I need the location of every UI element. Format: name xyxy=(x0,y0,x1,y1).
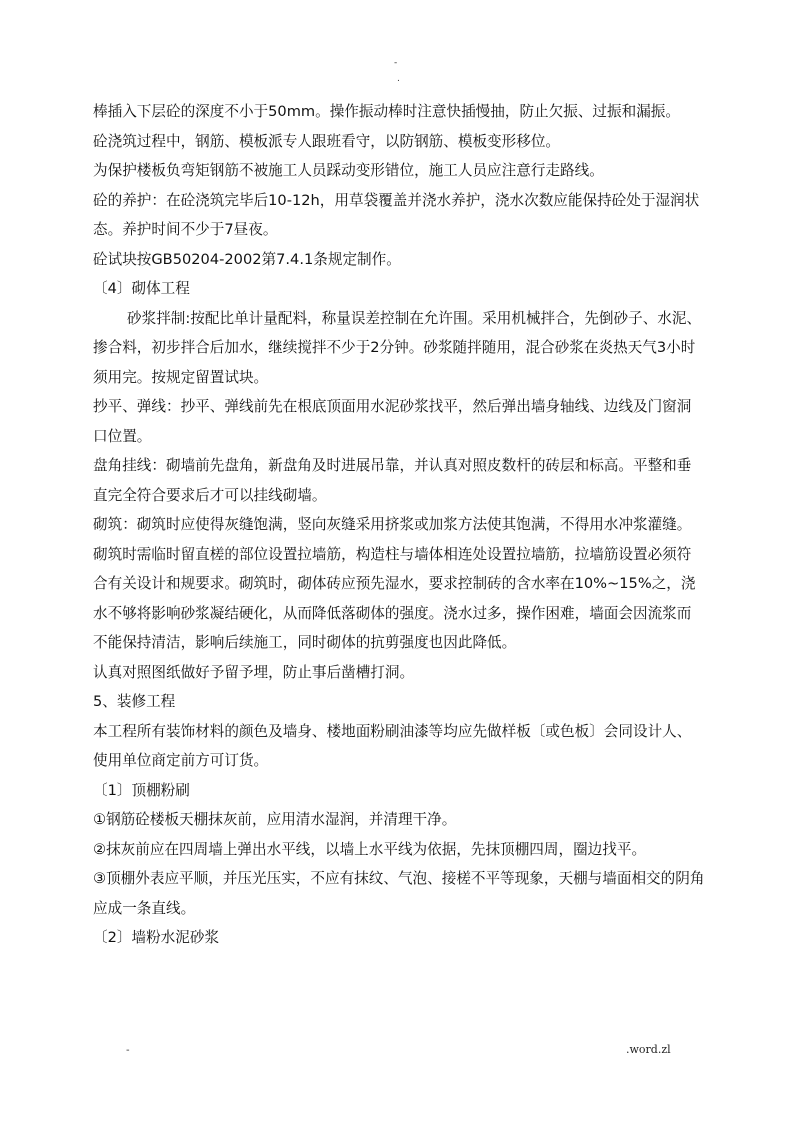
paragraph-bricklaying: 砌筑：砌筑时应使得灰缝饱满，竖向灰缝采用挤浆或加浆方法使其饱满，不得用水冲浆灌缝。砌筑时需临时留直槎的部位设置拉墙筋，构造柱与墙体相连处设置拉墙筋，拉墙筋设置必须符合有关设计和规要求。砌筑时，砌体砖应预先湿水，要求控制砖的含水率在10%~15%之，浇水不够将影响砂浆凝结硬化，从而降低落砌体的强度。浇水过多，操作困难，墙面会因流浆而不能保持清洁，影响后续施工，同时砌体的抗剪强度也因此降低。 xyxy=(93,516,696,651)
paragraph-embedded-parts: 认真对照图纸做好予留予埋，防止事后凿槽打洞。 xyxy=(93,663,415,681)
document-body xyxy=(93,97,705,953)
paragraph-test-blocks: 砼试块按GB50204-2002第7.4.1条规定制作。 xyxy=(93,250,401,268)
paragraph-pour-supervision: 砼浇筑过程中，钢筋、模板派专人跟班看守，以防钢筋、模板变形移位。 xyxy=(93,132,561,150)
paragraph-concrete-curing: 砼的养护：在砼浇筑完毕后10-12h，用草袋覆盖并浇水养护，浇水次数应能保持砼处于湿润状态。养护时间不少于7昼夜。 xyxy=(93,191,700,238)
paragraph-leveling: 抄平、弹线：抄平、弹线前先在根底顶面用水泥砂浆找平，然后弹出墙身轴线、边线及门窗洞口位置。 xyxy=(93,398,692,445)
footer-mark: - xyxy=(126,1045,130,1056)
section-heading-decoration: 5、装修工程 xyxy=(93,693,176,710)
paragraph-material-samples: 本工程所有装饰材料的颜色及墙身、楼地面粉刷油漆等均应先做样板〔或色板〕会同设计人、使用单位商定前方可订货。 xyxy=(93,722,692,769)
header-dot: . xyxy=(397,74,400,84)
paragraph-concrete-vibration: 棒插入下层砼的深度不小于50mm。操作振动棒时注意快插慢抽，防止欠振、过振和漏振。 xyxy=(93,103,680,120)
list-item-ceiling-3: ③顶棚外表应平顺，并压光压实，不应有抹纹、气泡、接槎不平等现象，天棚与墙面相交的阴角应成一条直线。 xyxy=(93,870,705,917)
subsection-heading-wall-plaster: 〔2〕墙粉水泥砂浆 xyxy=(93,929,220,946)
paragraph-corner-lining: 盘角挂线：砌墙前先盘角，新盘角及时进展吊靠，并认真对照皮数杆的砖层和标高。平整和垂直完全符合要求后才可以挂线砌墙。 xyxy=(93,457,692,504)
section-heading-masonry: 〔4〕砌体工程 xyxy=(93,280,190,297)
list-item-ceiling-1: ①钢筋砼楼板天棚抹灰前，应用清水湿润，并清理干净。 xyxy=(93,811,457,828)
paragraph-mortar-mixing: 砂浆拌制:按配比单计量配料，称量误差控制在允许围。采用机械拌合，先倒砂子、水泥、掺合料，初步拌合后加水，继续搅拌不少于2分钟。砂浆随拌随用，混合砂浆在炎热天气3小时须用完。按规定留置试块。 xyxy=(93,309,702,386)
list-item-ceiling-2: ②抹灰前应在四周墙上弹出水平线，以墙上水平线为依据，先抹顶棚四周，圈边找平。 xyxy=(93,840,647,858)
footer-text: .word.zl xyxy=(626,1043,671,1056)
subsection-heading-ceiling: 〔1〕顶棚粉刷 xyxy=(93,781,190,799)
header-mark: - xyxy=(394,58,398,68)
paragraph-rebar-protection: 为保护楼板负弯矩钢筋不被施工人员踩动变形错位，施工人员应注意行走路线。 xyxy=(93,162,604,179)
